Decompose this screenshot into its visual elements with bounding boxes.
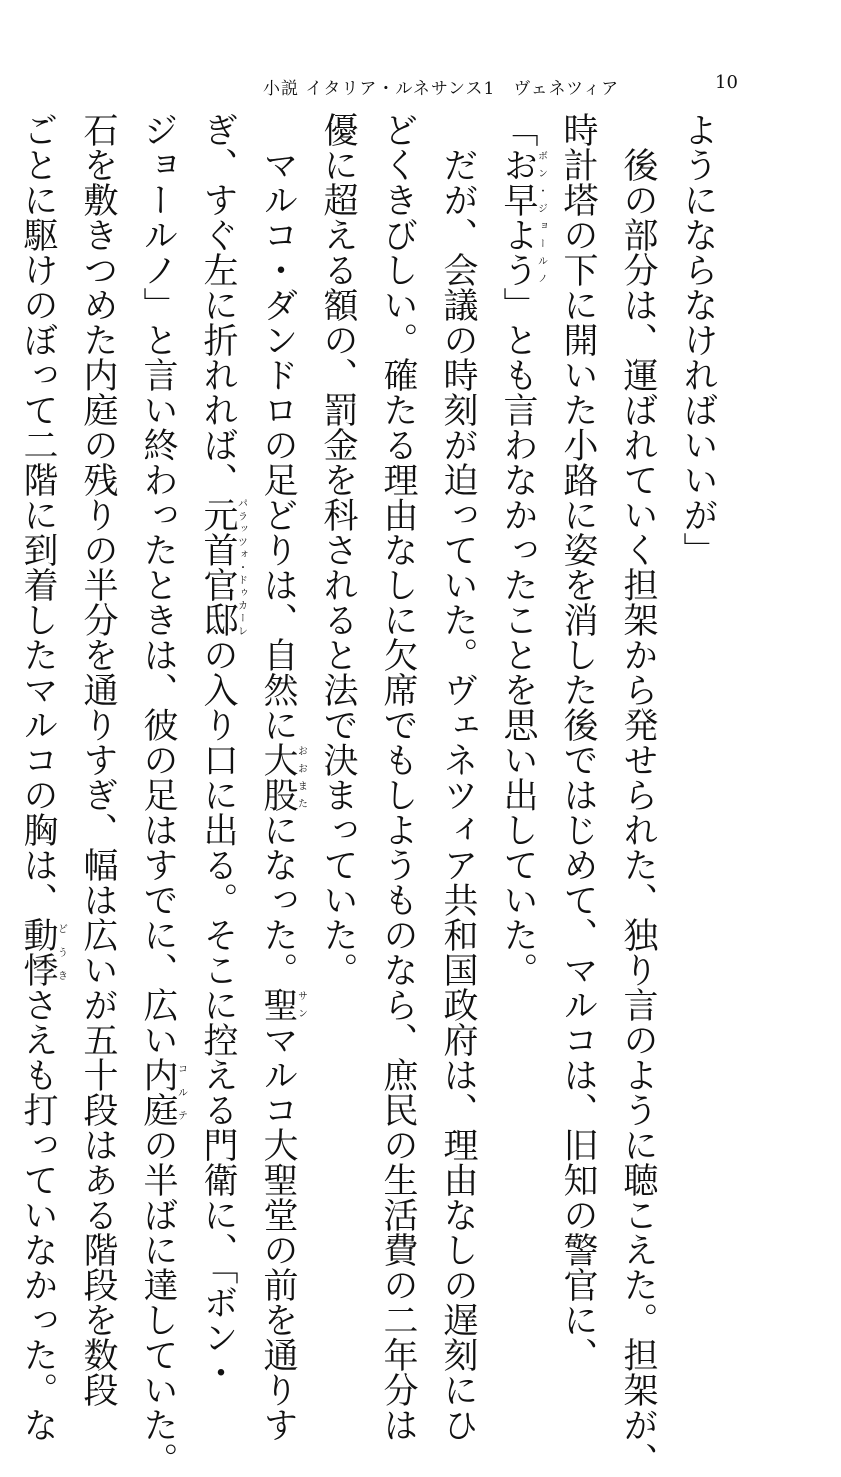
ruby-base: 動悸 [18,917,58,987]
ruby-san [258,987,307,1022]
text-line-1: ようにならなければいいが」 [678,112,718,567]
text-segment: 」とも言わなかったことを思い出していた。 [498,287,538,987]
open-quote: 「 [498,112,538,147]
text-segment: マルコ大聖堂の前を通りす [258,1022,298,1442]
text-line-13 [0,112,8,1162]
ruby-base: 元首官邸 [198,497,238,637]
running-title: 小説 イタリア・ルネサンス1 ヴェネツィア [263,79,620,99]
text-line-12 [8,112,68,1442]
ruby-reading: パラッツォ・ドゥカーレ [235,497,247,637]
ruby-reading: おおまた [295,742,307,812]
text-line-6: どくきびしい。確たる理由なしに欠席でもしようものなら、庶民の生活費の二年分は [378,112,418,1442]
text-line-10 [128,112,188,1477]
ruby-base: 内庭 [138,1057,178,1127]
text-line-3: 時計塔の下に開いた小路に姿を消した後ではじめて、マルコは、旧知の警官に、 [558,112,598,1372]
ruby-reading: コルテ [175,1057,187,1127]
text-line-7: 優に超える額の、罰金を科されると法で決まっていた。 [318,112,358,987]
text-segment: ジョールノ」と言い終わったときは、彼の足はすでに、広い [138,112,178,1057]
text-line-9 [188,112,248,1390]
text-segment: の半ばに達していた。 [138,1127,178,1477]
text-line-11: 石を敷きつめた内庭の残りの半分を通りすぎ、幅は広いが五十段はある階段を数段 [78,112,118,1407]
ruby-base: 大股 [258,742,298,812]
text-line-5: だが、会議の時刻が迫っていた。ヴェネツィア共和国政府は、理由なしの遅刻にひ [438,147,478,1442]
text-segment: になった。 [258,812,298,987]
ruby-reading: サン [295,987,307,1022]
text-segment: マルコ・ダンドロの足どりは、自然に [258,147,298,742]
text-segment: の入り口に出る。そこに控える門衛に、「ボン・ [198,637,238,1390]
ruby-douki [18,917,67,987]
ruby-palazzo-ducale [198,497,247,637]
ruby-reading: ボン・ジョールノ [535,147,547,287]
ruby-base: お早よう [498,147,538,287]
body-text [18,112,728,1477]
ruby-reading: どうき [55,917,67,987]
text-line-8 [248,112,308,1442]
ruby-corte [138,1057,187,1127]
ruby-base: 聖 [258,987,298,1022]
text-line-4 [488,112,548,1162]
text-segment: ごとに駆けのぼって二階に到着したマルコの胸は、 [18,112,58,917]
ruby-oomata [258,742,307,812]
ruby-bon-giorno [498,147,547,287]
text-segment: さえも打っていなかった。な [18,987,58,1442]
page-number: 10 [715,72,738,93]
text-line-2: 後の部分は、運ばれていく担架から発せられた、独り言のように聴こえた。担架が、 [618,147,658,1477]
text-segment: ぎ、すぐ左に折れれば、 [198,112,238,497]
